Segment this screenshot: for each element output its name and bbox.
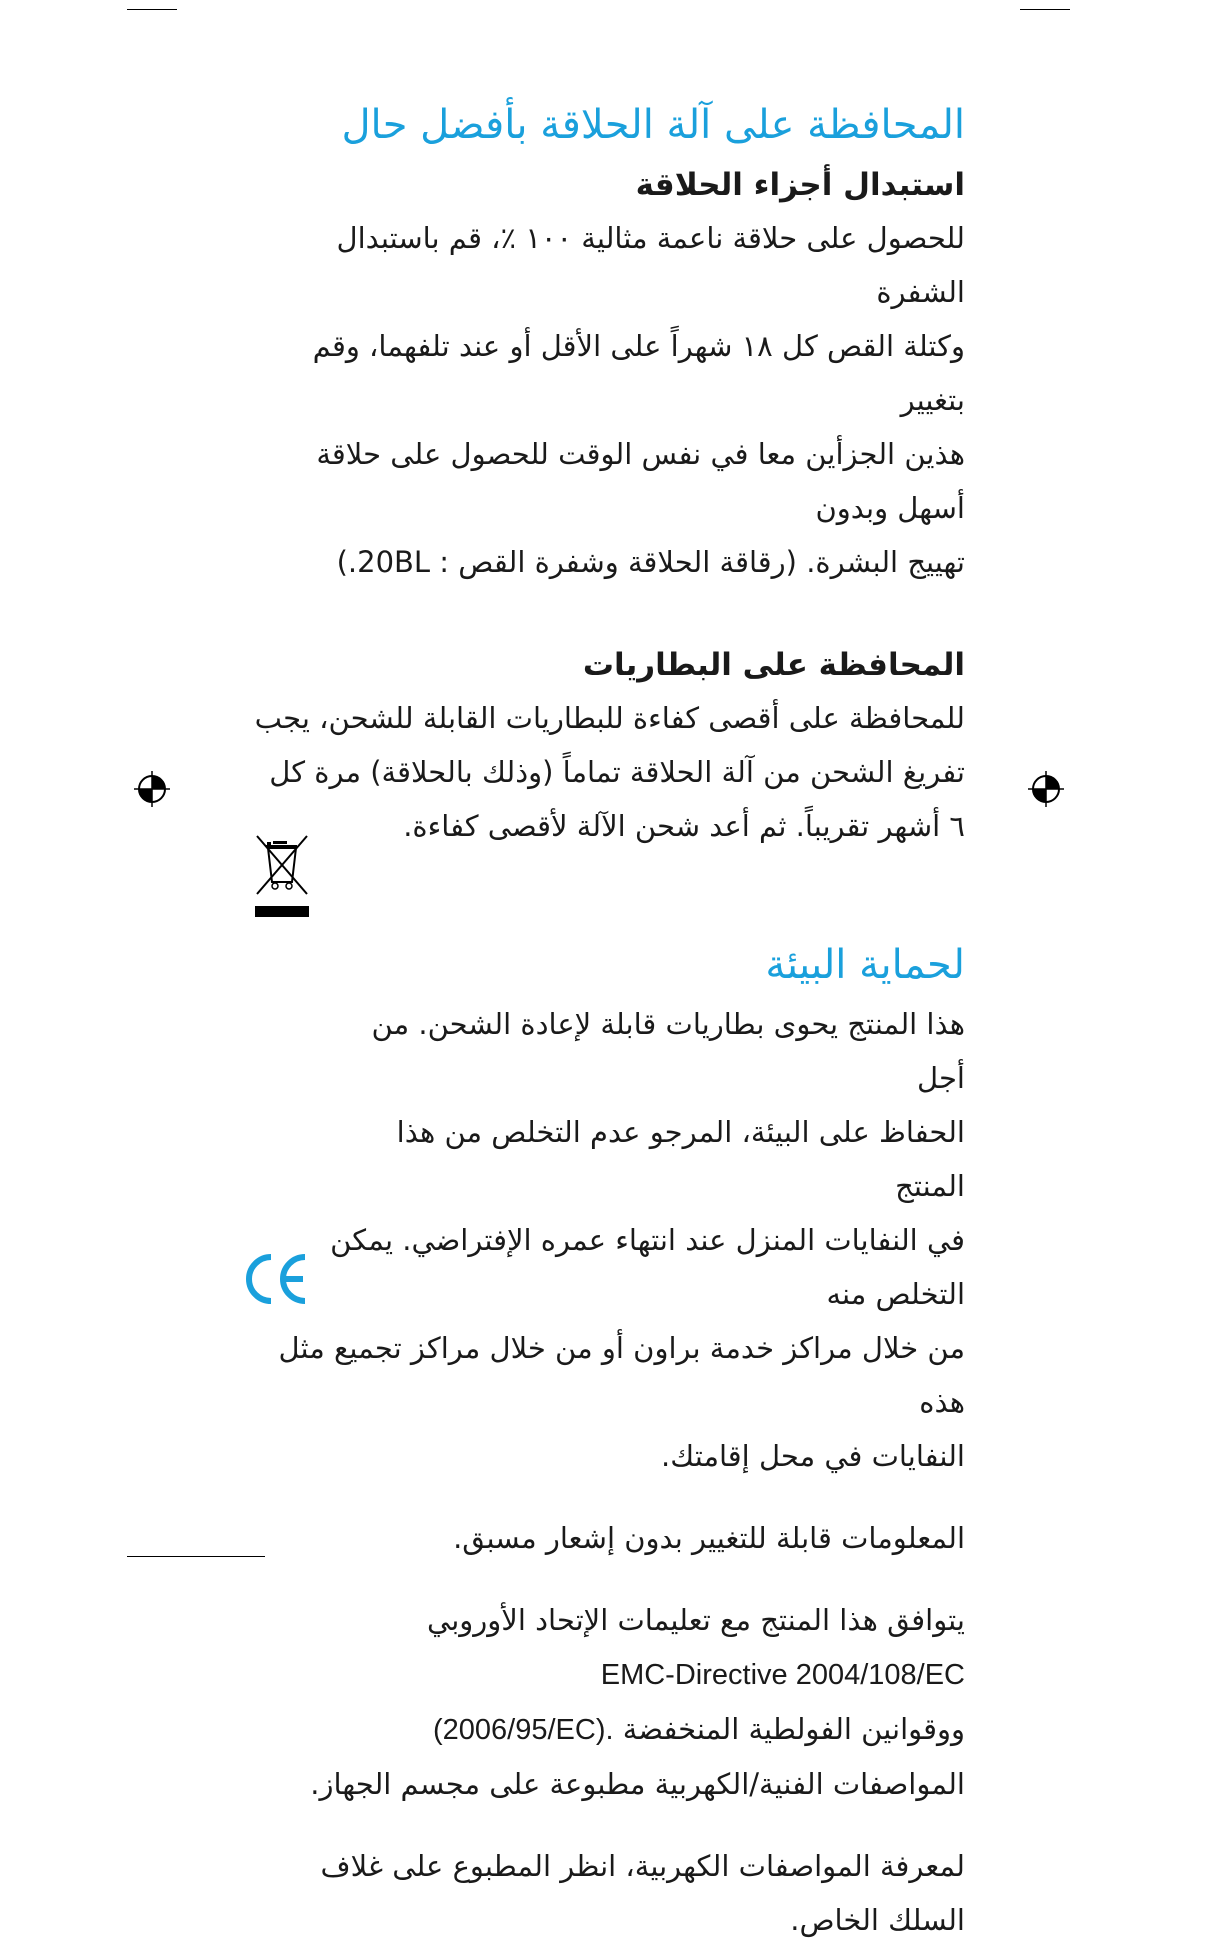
environment-line: الحفاظ على البيئة، المرجو عدم التخلص من هذا المنتج (396, 1115, 965, 1203)
emc-directive-code: EMC-Directive 2004/108/EC (600, 1659, 965, 1691)
low-voltage-text: ووقوانين الفولطية المنخفضة (622, 1712, 965, 1746)
change-notice: المعلومات قابلة للتغيير بدون إشعار مسبق. (453, 1521, 965, 1555)
environment-title: لحماية البيئة (765, 942, 965, 988)
replace-parts-heading: استبدال أجزاء الحلاقة (635, 167, 965, 203)
battery-line: تفريغ الشحن من آلة الحلاقة تماماً (وذلك بالحلاقة) مرة كل (269, 755, 965, 789)
environment-line: النفايات في محل إقامتك. (661, 1439, 965, 1473)
low-voltage-line (240, 1702, 965, 1757)
replace-parts-line: هذين الجزأين معا في نفس الوقت للحصول على حلاقة أسهل وبدون (316, 437, 965, 525)
emc-directive (240, 1647, 965, 1702)
registration-mark-icon (1028, 771, 1064, 807)
environment-line: من خلال مراكز خدمة براون أو من خلال مراكز تجميع مثل هذه (278, 1331, 965, 1419)
specs-line: المواصفات الفنية/الكهربية مطبوعة على مجسم الجهاز. (310, 1767, 965, 1801)
care-title: المحافظة على آلة الحلاقة بأفضل حال (341, 102, 965, 148)
replace-parts-line: وكتلة القص كل ١٨ شهراً على الأقل أو عند تلفهما، وقم بتغيير (312, 329, 965, 417)
battery-line: للمحافظة على أقصى كفاءة للبطاريات القابلة للشحن، يجب (254, 701, 965, 735)
crop-mark-top-left (127, 9, 177, 10)
crop-mark-top-right (1020, 9, 1070, 10)
battery-line: ٦ أشهر تقريباً. ثم أعد شحن الآلة لأقصى كفاءة. (403, 809, 965, 843)
environment-line: في النفايات المنزل عند انتهاء عمره الإفتراضي. يمكن التخلص منه (330, 1223, 965, 1311)
environment-line: هذا المنتج يحوى بطاريات قابلة لإعادة الشحن. من أجل (371, 1007, 965, 1095)
low-voltage-code: (2006/95/EC). (433, 1714, 614, 1746)
battery-heading: المحافظة على البطاريات (582, 647, 965, 683)
replace-parts-line: تهييج البشرة. (رقاقة الحلاقة وشفرة القص : 20BL.) (336, 545, 965, 579)
compliance-line: يتوافق هذا المنتج مع تعليمات الإتحاد الأوروبي (427, 1603, 965, 1637)
registration-mark-icon (134, 771, 170, 807)
document-page (240, 95, 965, 1947)
electric-specs-line: لمعرفة المواصفات الكهربية، انظر المطبوع على غلاف السلك الخاص. (320, 1849, 965, 1937)
replace-parts-line: للحصول على حلاقة ناعمة مثالية ١٠٠ ٪، قم باستبدال الشفرة (336, 221, 965, 309)
